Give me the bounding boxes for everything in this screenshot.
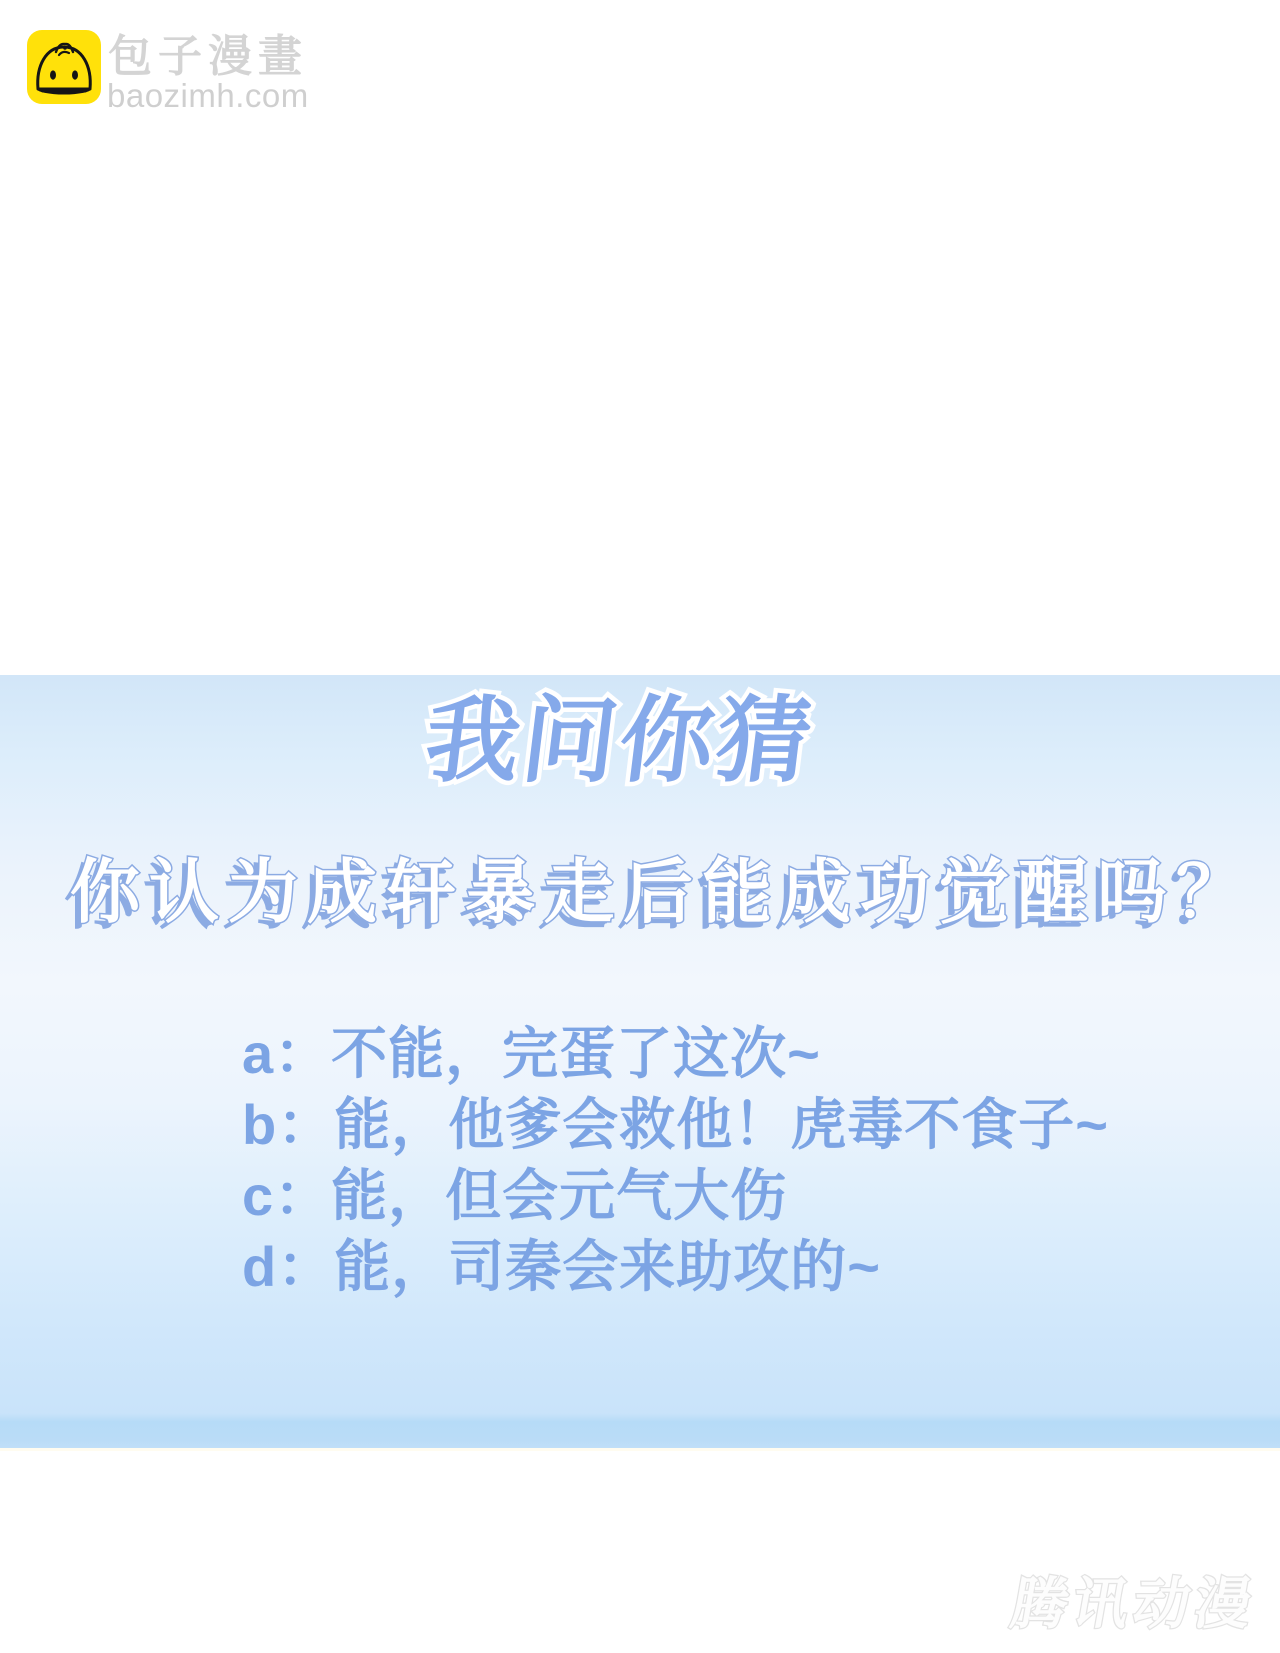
poll-title: 我问你猜 [419, 688, 821, 793]
poll-options [242, 1018, 1242, 1302]
poll-option-d: d：能，司秦会来助攻的~ [242, 1235, 881, 1298]
poll-question: 你认为成轩暴走后能成功觉醒吗？ [70, 853, 1255, 931]
poll-option-b: b：能，他爹会救他！虎毒不食子~ [242, 1093, 1109, 1156]
site-brand [27, 30, 527, 120]
site-name: 包子漫畫 [108, 32, 308, 81]
panel-bottom-divider [0, 1448, 1280, 1451]
tencent-comics-watermark: 腾讯动漫 [1006, 1572, 1262, 1635]
poll-option-c: c：能，但会元气大伤 [242, 1164, 788, 1227]
baozi-bun-icon [27, 30, 101, 104]
site-domain: baozimh.com [107, 77, 309, 114]
poll-option-a: a：不能，完蛋了这次~ [242, 1022, 821, 1085]
